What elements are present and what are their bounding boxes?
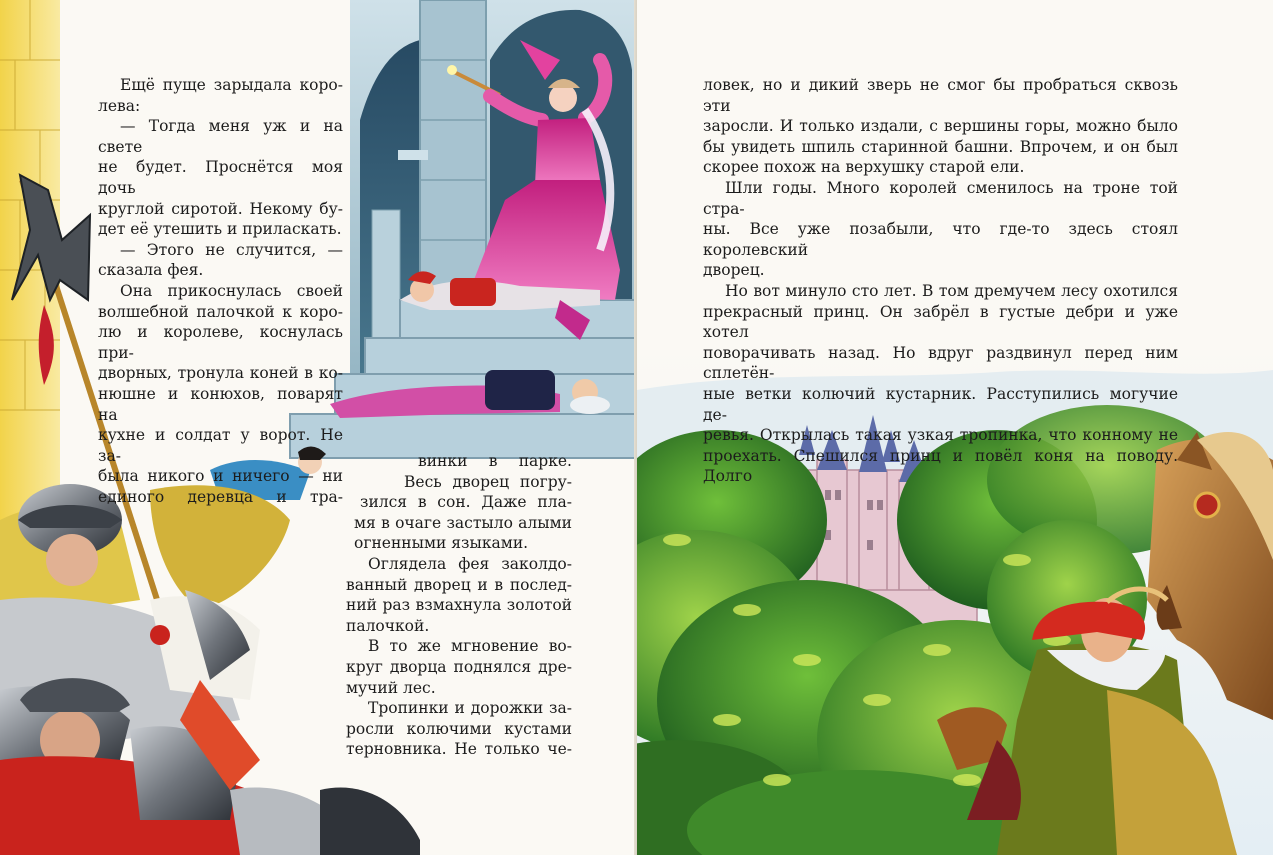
text-line: круг дворца поднялся дре- (346, 657, 572, 676)
text-line: ванный дворец и в послед- (346, 575, 572, 594)
text-line: круглой сиротой. Некому бу- (98, 199, 343, 218)
text-line: скорее похож на верхушку старой ели. (703, 158, 1025, 177)
text-line: Но вот минуло сто лет. В том дремучем лесу охотился (725, 281, 1178, 300)
text-line: дворец. (703, 261, 765, 280)
text-line: Тропинки и дорожки за- (368, 699, 572, 718)
right-page-text-top (703, 75, 1178, 487)
text-line: винки в парке. (418, 452, 572, 470)
text-line: была никого и ничего — ни (98, 467, 343, 486)
text-line: мя в очаге застыло алыми (354, 513, 572, 532)
text-line: заросли. И только издали, с вершины горы, можно было (703, 117, 1178, 136)
text-line: огненными языками. (354, 534, 529, 553)
text-line: ревья. Открылась такая узкая тропинка, что конному не (703, 426, 1178, 445)
right-page (637, 0, 1273, 855)
text-line: Оглядела фея заколдо- (368, 554, 572, 573)
text-line: Весь дворец погру- (404, 472, 572, 491)
left-page (0, 0, 636, 855)
text-line: дет её утешить и приласкать. (98, 220, 342, 239)
text-line: лева: (98, 96, 141, 115)
text-line: ные ветки колючий кустарник. Расступились могучие де- (703, 384, 1178, 424)
text-line: терновника. Не только че- (346, 740, 572, 759)
text-line: сказала фея. (98, 261, 204, 280)
text-line: единого деревца и тра- (98, 487, 343, 506)
text-line: ний раз взмахнула золотой (346, 596, 572, 615)
text-line: бы увидеть шпиль старинной башни. Впрочем, и он был (703, 137, 1178, 156)
text-line: не будет. Проснётся моя дочь (98, 158, 343, 197)
text-line: — Этого не случится, — (120, 240, 343, 259)
text-line: Она прикоснулась своей (120, 281, 343, 300)
text-line: росли колючими кустами (346, 719, 572, 738)
left-page-text-top (98, 75, 343, 507)
text-line: ловек, но и дикий зверь не смог бы пробраться сквозь эти (703, 76, 1178, 115)
text-line: В то же мгновение во- (368, 637, 572, 656)
text-line: нюшне и конюхов, поварят на (98, 384, 343, 424)
text-line: проехать. Спешился принц и повёл коня на поводу. Долго (703, 446, 1178, 486)
text-line: Шли годы. Много королей сменилось на троне той стра- (703, 178, 1178, 218)
text-line: прекрасный принц. Он забрёл в густые дебри и уже хотел (703, 302, 1178, 342)
text-line: палочкой. (346, 616, 430, 635)
text-line: волшебной палочкой к коро- (98, 302, 343, 321)
left-page-text-bottom (346, 451, 572, 760)
text-line: зился в сон. Даже пла- (360, 493, 572, 512)
text-line: дворных, тронула коней в ко- (98, 364, 343, 383)
text-line: лю и королеве, коснулась при- (98, 323, 343, 362)
text-line: Ещё пуще зарыдала коро- (120, 76, 343, 94)
text-line: поворачивать назад. Но вдруг раздвинул перед ним сплетён- (703, 343, 1178, 383)
text-line: мучий лес. (346, 678, 436, 697)
text-line: — Тогда меня уж и на свете (98, 117, 343, 156)
text-line: кухне и солдат у ворот. Не за- (98, 426, 343, 465)
text-line: ны. Все уже позабыли, что где-то здесь стоял королевский (703, 220, 1178, 259)
